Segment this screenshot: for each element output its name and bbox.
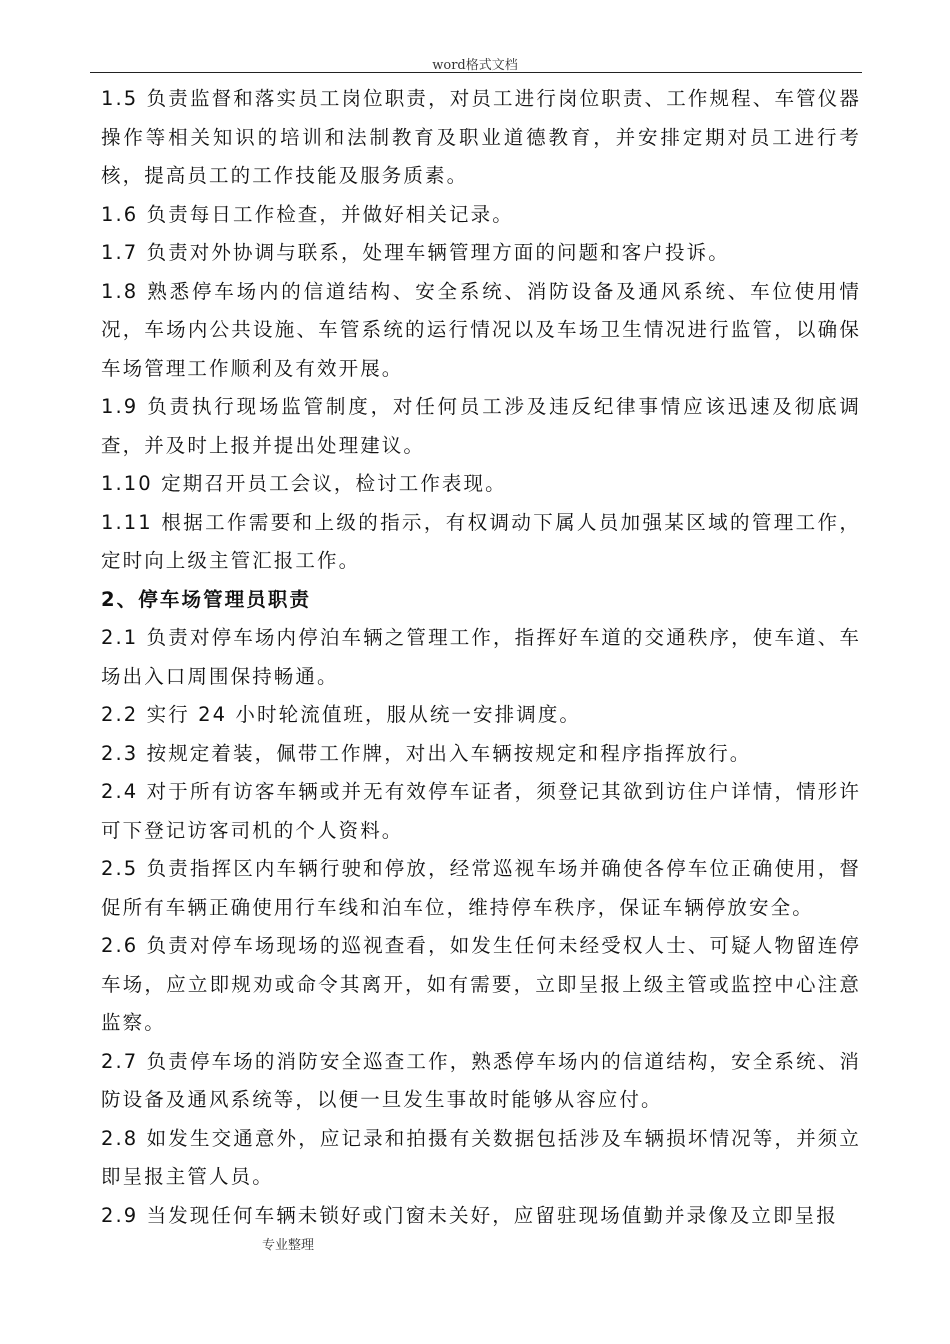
paragraph-2-2: 2.2 实行 24 小时轮流值班，服从统一安排调度。 [101,703,582,726]
paragraph-2-7: 2.7 负责停车场的消防安全巡查工作，熟悉停车场内的信道结构，安全系统、消防设备及通风系统等，以便一旦发生事故时能够从容应付。 [101,1049,861,1111]
paragraph-2-3: 2.3 按规定着装，佩带工作牌，对出入车辆按规定和程序指挥放行。 [101,741,752,765]
paragraph-1-5: 1.5 负责监督和落实员工岗位职责，对员工进行岗位职责、工作规程、车管仪器操作等相关知识的培训和法制教育及职业道德教育，并安排定期对员工进行考核，提高员工的工作技能及服务质素。 [101,87,861,187]
header-rule [90,72,862,73]
paragraph-1-11: 1.11 根据工作需要和上级的指示，有权调动下属人员加强某区域的管理工作，定时向上级主管汇报工作。 [101,510,861,572]
section-heading: 2、停车场管理员职责 [101,587,312,611]
paragraph-1-9: 1.9 负责执行现场监管制度，对任何员工涉及违反纪律事情应该迅速及彻底调查，并及时上报并提出处理建议。 [101,395,861,457]
paragraph-2-8: 2.8 如发生交通意外，应记录和拍摄有关数据包括涉及车辆损坏情况等，并须立即呈报主管人员。 [101,1126,861,1188]
paragraph-2-1: 2.1 负责对停车场内停泊车辆之管理工作，指挥好车道的交通秩序，使车道、车场出入口周围保持畅通。 [101,626,861,688]
paragraph-1-7: 1.7 负责对外协调与联系，处理车辆管理方面的问题和客户投诉。 [101,241,730,264]
paragraph-2-4: 2.4 对于所有访客车辆或并无有效停车证者，须登记其欲到访住户详情，情形许可下登记访客司机的个人资料。 [101,780,861,842]
paragraph-1-8: 1.8 熟悉停车场内的信道结构、安全系统、消防设备及通风系统、车位使用情况，车场内公共设施、车管系统的运行情况以及车场卫生情况进行监管，以确保车场管理工作顺利及有效开展。 [101,279,861,380]
paragraph-1-6: 1.6 负责每日工作检查，并做好相关记录。 [101,202,514,226]
paragraph-2-9: 2.9 当发现任何车辆未锁好或门窗未关好，应留驻现场值勤并录像及立即呈报 [101,1203,838,1227]
page-header: word格式文档 [432,58,518,73]
paragraph-2-6: 2.6 负责对停车场现场的巡视查看，如发生任何未经受权人士、可疑人物留连停车场，应立即规劝或命令其离开，如有需要，立即呈报上级主管或监控中心注意监察。 [101,934,861,1034]
document-body [101,80,861,1235]
paragraph-1-10: 1.10 定期召开员工会议，检讨工作表现。 [101,472,507,495]
paragraph-2-5: 2.5 负责指挥区内车辆行驶和停放，经常巡视车场并确使各停车位正确使用，督促所有车辆正确使用行车线和泊车位，维持停车秩序，保证车辆停放安全。 [101,857,861,919]
page-footer: 专业整理 [262,1238,315,1253]
